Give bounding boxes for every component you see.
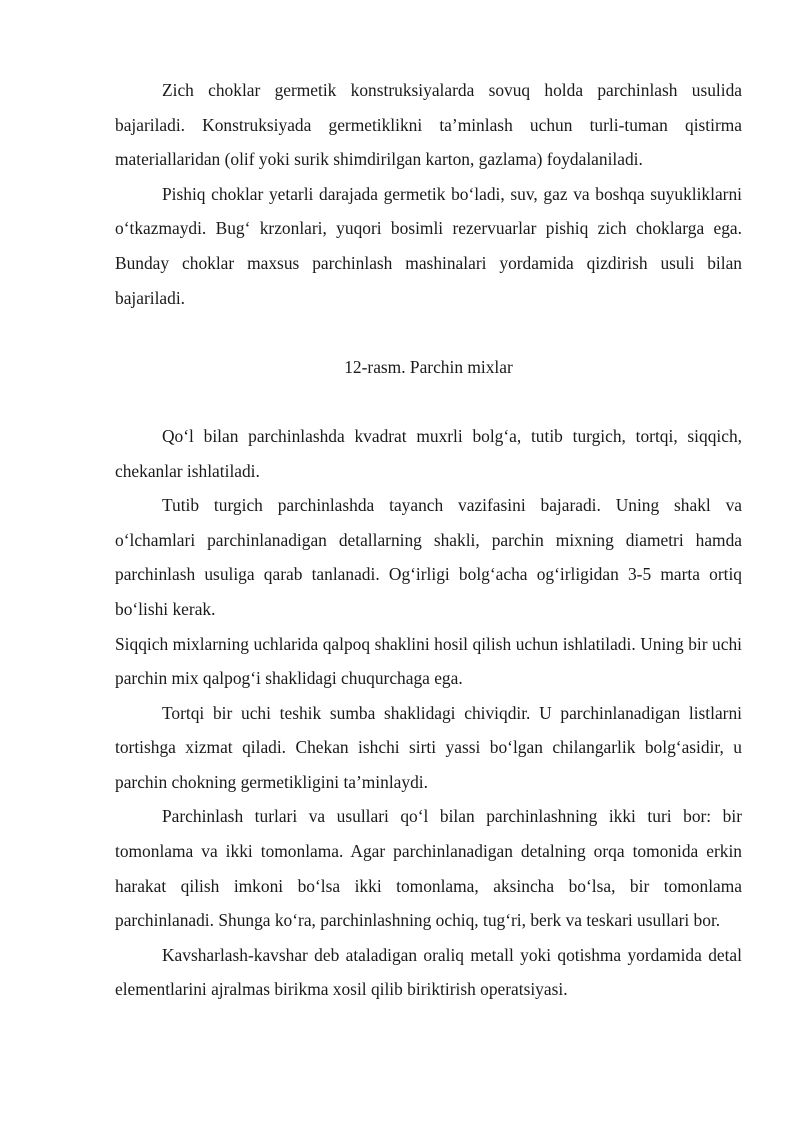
paragraph-soldering: Kavsharlash-kavshar deb ataladigan oraliq metall yoki qotishma yordamida detal elementlarini ajralmas birikma xosil qilib biriktirish operatsiyasi. [115, 944, 742, 1000]
paragraph-riveting-types: Parchinlash turlari va usullari qo‘l bilan parchinlashning ikki turi bor: bir tomonlama va ikki tomonlama. Agar parchinlanadigan detalning orqa tomonida erkin harakat qilish imkoni bo‘lsa ikki tomonlama, aksincha bo‘lsa, bir tomonlama parchinlanadi. Shunga ko‘ra, parchinlashning ochiq, tug‘ri, berk va teskari usullari bor. [115, 806, 742, 931]
paragraph-holder: Tutib turgich parchinlashda tayanch vazifasini bajaradi. Uning shakl va o‘lchamlari parchinlanadigan detallarning shakli, parchin mixning diametri hamda parchinlash usuliga qarab tanlanadi. Og‘irligi bolg‘acha og‘irligidan 3-5 marta ortiq bo‘lishi kerak. [115, 495, 742, 619]
paragraph-strong-seams: Pishiq choklar yetarli darajada germetik bo‘ladi, suv, gaz va boshqa suyukliklarni o‘tkazmaydi. Bug‘ krzonlari, yuqori bosimli rezervuarlar pishiq zich choklarga ega. Bunday choklar maxsus parchinlash mashinalari yordamida qizdirish usuli bilan bajariladi. [115, 183, 742, 308]
paragraph-manual-riveting-tools: Qo‘l bilan parchinlashda kvadrat muxrli bolg‘a, tutib turgich, tortqi, siqqich, chekanlar ishlatiladi. [115, 425, 742, 481]
paragraph-dense-seams: Zich choklar germetik konstruksiyalarda sovuq holda parchinlash usulida bajariladi. Konstruksiyada germetiklikni ta’minlash uchun turli-tuman qistirma materiallaridan (olif yoki surik shimdirilgan karton, gazlama) foydalaniladi. [115, 80, 742, 170]
paragraph-crimper: Siqqich mixlarning uchlarida qalpoq shaklini hosil qilish uchun ishlatiladi. Uning bir uchi parchin mix qalpog‘i shaklidagi chuqurchaga ega. [115, 633, 742, 689]
figure-caption: 12-rasm. Parchin mixlar [344, 356, 513, 377]
paragraph-puller-and-chisel: Tortqi bir uchi teshik sumba shaklidagi chiviqdir. U parchinlanadigan listlarni tortishga xizmat qiladi. Chekan ishchi sirti yassi bo‘lgan chilangarlik bolg‘asidir, u parchin chokning germetikligini ta’minlaydi. [115, 702, 742, 792]
document-page [115, 73, 742, 1007]
